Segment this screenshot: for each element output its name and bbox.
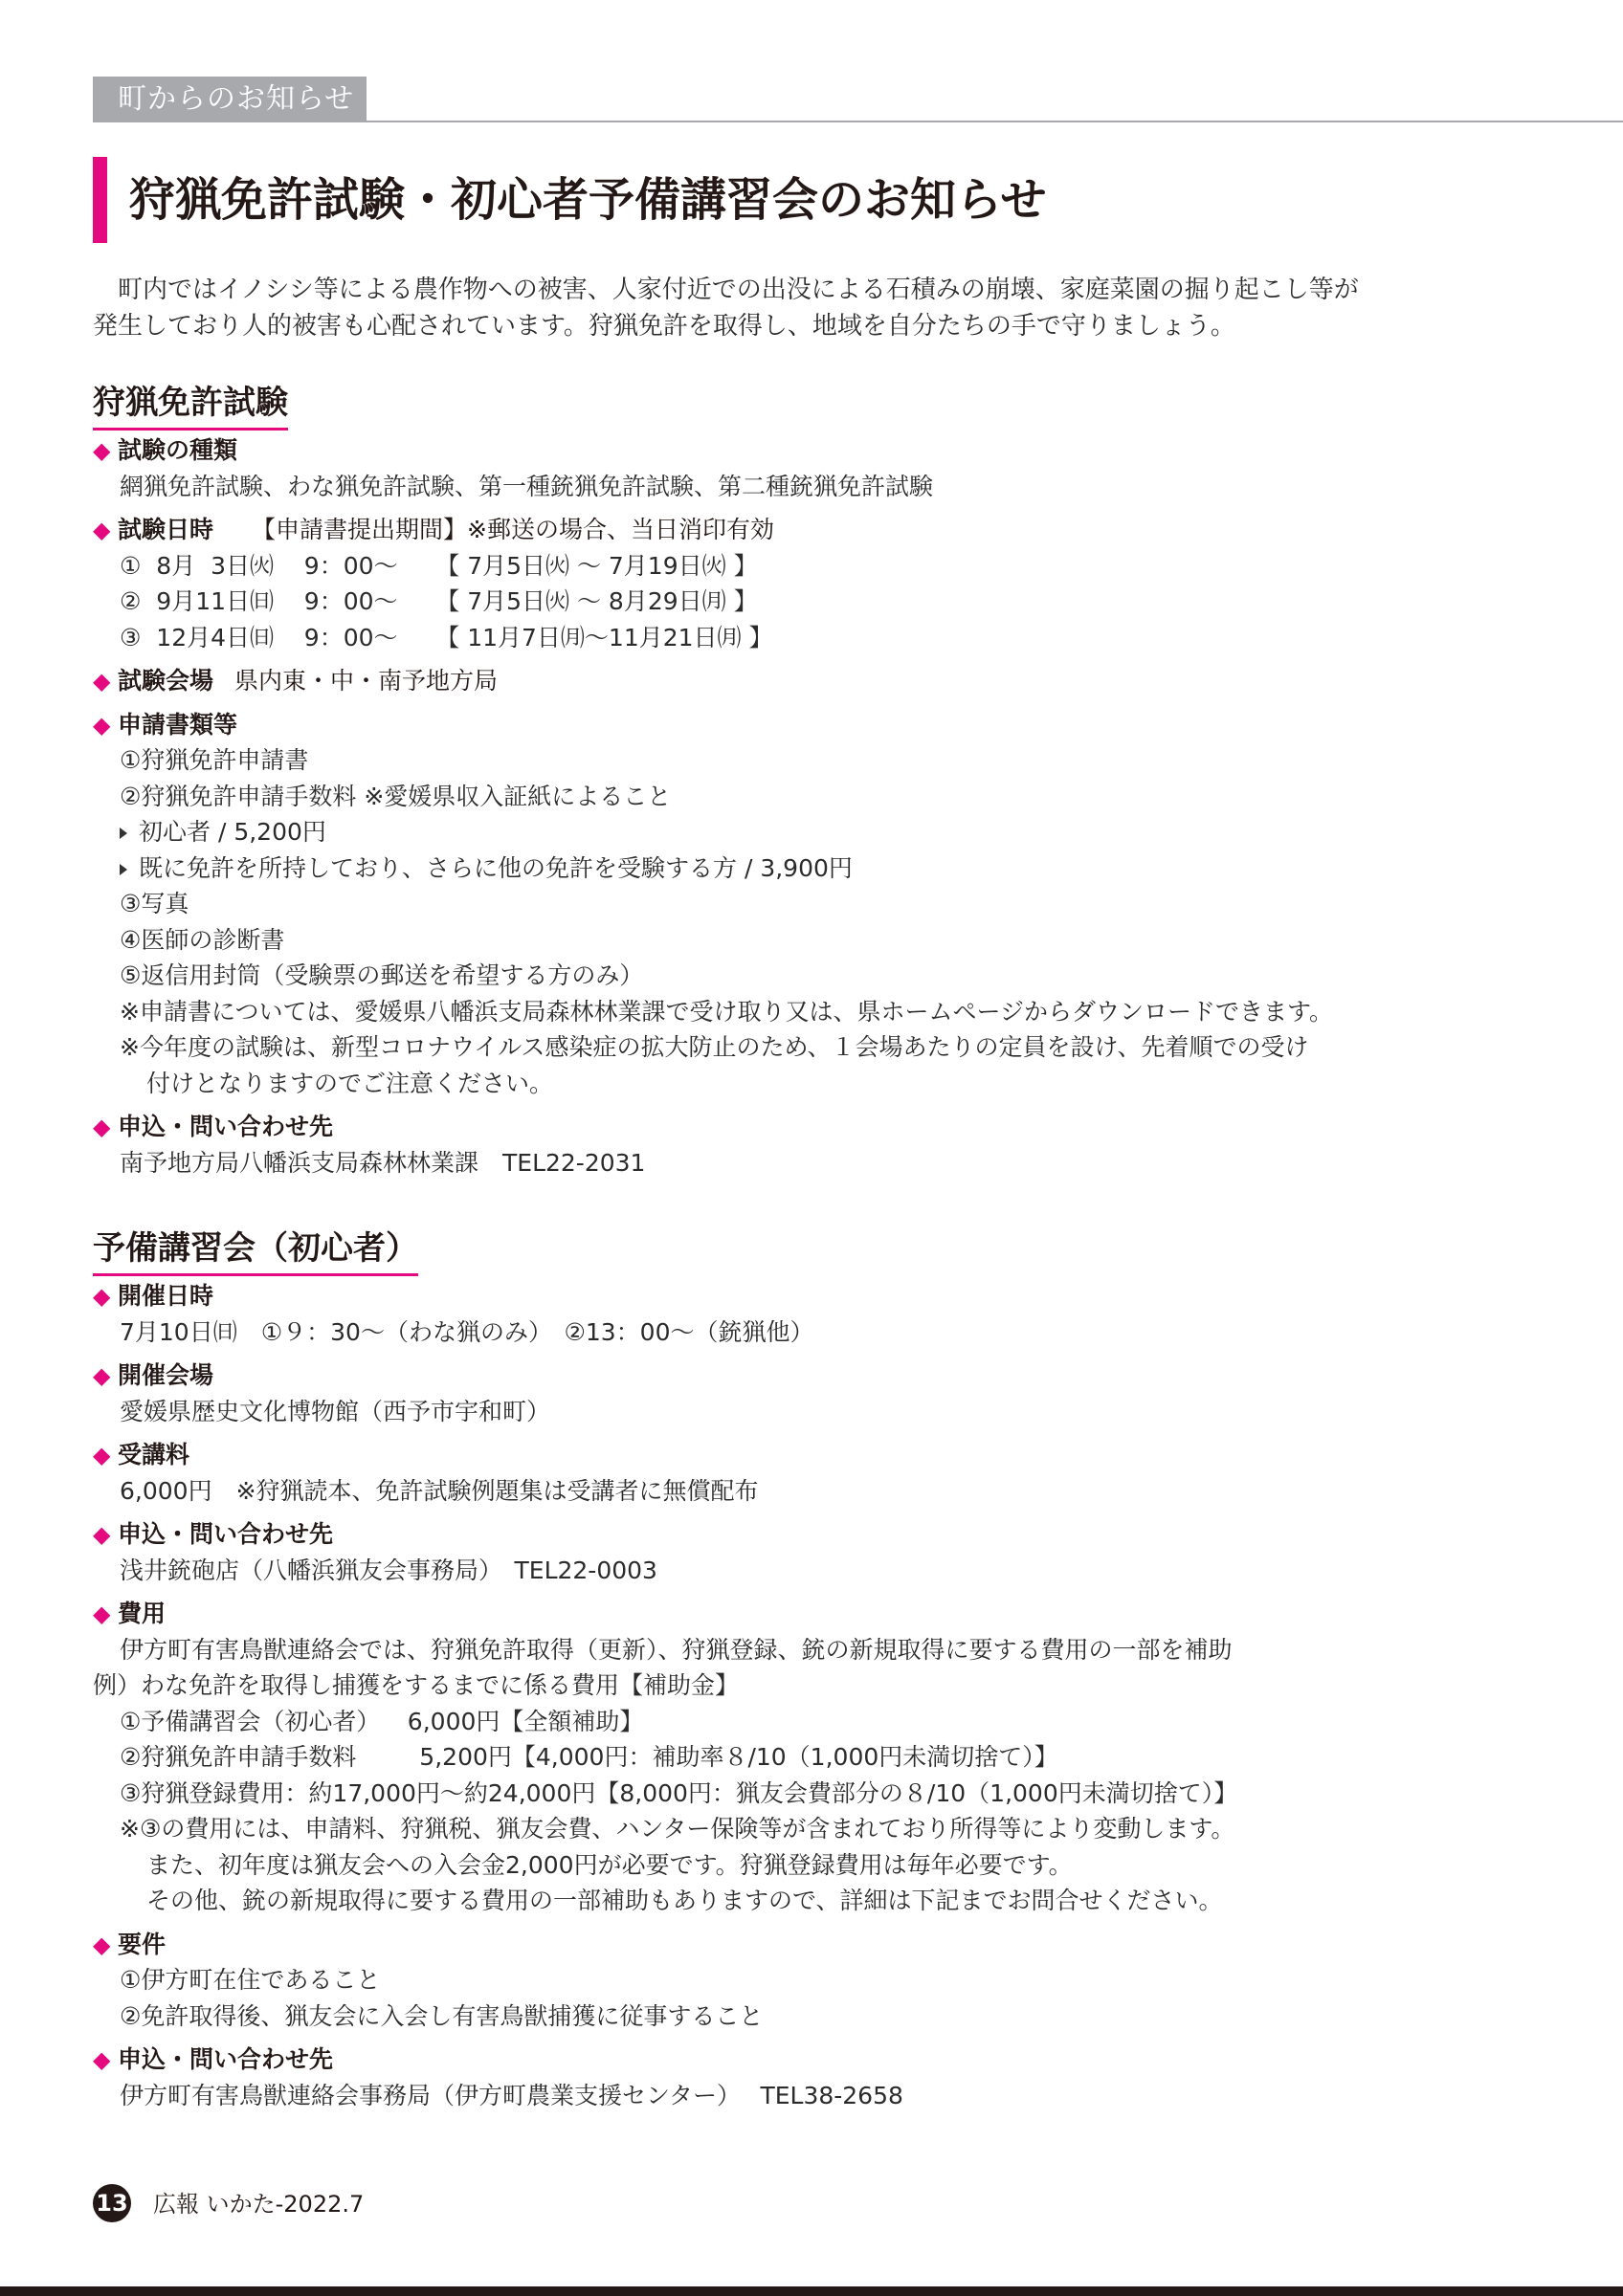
diamond-icon: ◆: [93, 1601, 111, 1627]
contact2-text: 伊方町有害鳥獣連絡会事務局（伊方町農業支援センター） TEL38-2658: [120, 2081, 903, 2109]
requirement-item: ①伊方町在住であること: [120, 1966, 381, 1994]
course-fee-text: 6,000円 ※狩猟読本、免許試験例題集は受講者に無償配布: [120, 1476, 759, 1505]
header-rule: [367, 121, 1623, 122]
diamond-icon: ◆: [93, 668, 111, 695]
exam-details: [93, 432, 1509, 1181]
exam-contact-heading: ◆ 申込・問い合わせ先: [93, 1109, 1509, 1145]
exam-venue-heading: ◆ 試験会場 県内東・中・南予地方局: [93, 663, 1509, 699]
exam-venue-text: 県内東・中・南予地方局: [234, 667, 499, 695]
cost-line: ②狩猟免許申請手数料 5,200円【4,000円：補助率８/10（1,000円未満切捨て）】: [120, 1743, 1058, 1771]
course-contact-heading: ◆ 申込・問い合わせ先: [93, 1516, 1509, 1553]
category-tab: 町からのお知らせ: [93, 77, 367, 122]
course-details: [93, 1278, 1509, 2113]
cost-note: ※③の費用には、申請料、狩猟税、猟友会費、ハンター保険等が含まれており所得等により変動します。: [120, 1815, 1235, 1843]
doc-note: 付けとなりますのでご注意ください。: [146, 1069, 554, 1097]
section-heading-text: 狩猟免許試験: [93, 384, 288, 422]
exam-date-row: ① 8月 3日㈫ 9：00～ 【 7月5日㈫ ～ 7月19日㈫ 】: [120, 551, 758, 580]
course-date-text: 7月10日㈰ ①９：30～（わな猟のみ） ②13：00～（銃猟他）: [120, 1317, 814, 1346]
doc-item: ③写真: [120, 890, 189, 917]
diamond-icon: ◆: [93, 711, 111, 739]
exam-type-text: 網猟免許試験、わな猟免許試験、第一種銃猟免許試験、第二種銃猟免許試験: [120, 472, 934, 500]
diamond-icon: ◆: [93, 1442, 111, 1468]
cost-line: 伊方町有害鳥獣連絡会では、狩猟免許取得（更新）、狩猟登録、銃の新規取得に要する費用の一部を補助: [120, 1635, 1233, 1664]
doc-note: ※申請書については、愛媛県八幡浜支局森林林業課で受け取り又は、県ホームページからダウンロードできます。: [120, 997, 1333, 1026]
cost-note: その他、銃の新規取得に要する費用の一部補助もありますので、詳細は下記までお問合せください。: [146, 1887, 1223, 1914]
intro-paragraph: [93, 272, 1490, 344]
exam-date-row: ② 9月11日㈰ 9：00～ 【 7月5日㈫ ～ 8月29日㈪ 】: [120, 587, 758, 615]
doc-item: ②狩猟免許申請手数料 ※愛媛県収入証紙によること: [120, 782, 672, 810]
exam-docs-heading: ◆ 申請書類等: [93, 707, 1509, 743]
publication-name: 広報 いかた-2022.7: [153, 2191, 365, 2218]
page-title: 狩猟免許試験・初心者予備講習会のお知らせ: [129, 173, 1047, 227]
exam-contact-text: 南予地方局八幡浜支局森林林業課 TEL22-2031: [120, 1148, 646, 1177]
requirements-heading: ◆ 要件: [93, 1927, 1509, 1963]
diamond-icon: ◆: [93, 1114, 111, 1140]
requirement-item: ②免許取得後、猟友会に入会し有害鳥獣捕獲に従事すること: [120, 2001, 764, 2030]
section-underline: [93, 428, 288, 430]
cost-note: また、初年度は猟友会への入会金2,000円が必要です。狩猟登録費用は毎年必要です。: [146, 1850, 1073, 1879]
page-number: 13: [93, 2184, 131, 2222]
course-venue-text: 愛媛県歴史文化博物館（西予市宇和町）: [120, 1397, 551, 1425]
diamond-icon: ◆: [93, 1521, 111, 1548]
doc-item: ①狩猟免許申請書: [120, 746, 309, 774]
title-accent-bar: [93, 157, 107, 243]
diamond-icon: ◆: [93, 1931, 111, 1958]
intro-line: 町内ではイノシシ等による農作物への被害、人家付近での出没による石積みの崩壊、家庭菜園の掘り起こし等が: [118, 276, 1359, 304]
section-heading-exam: [93, 381, 288, 425]
cost-line: ①予備講習会（初心者） 6,000円【全額補助】: [120, 1707, 644, 1735]
section-heading-course: [93, 1226, 418, 1270]
diamond-icon: ◆: [93, 437, 111, 464]
section-heading-text: 予備講習会（初心者）: [93, 1229, 418, 1268]
cost-heading: ◆ 費用: [93, 1596, 1509, 1632]
exam-date-heading: ◆ 試験日時 【申請書提出期間】※郵送の場合、当日消印有効: [93, 512, 1509, 548]
cost-line: 例）わな免許を取得し捕獲をするまでに係る費用【補助金】: [93, 1671, 740, 1699]
course-contact-text: 浅井銃砲店（八幡浜猟友会事務局） TEL22-0003: [120, 1556, 657, 1584]
course-date-heading: ◆ 開催日時: [93, 1278, 1509, 1314]
intro-line: 発生しており人的被害も心配されています。狩猟免許を取得し、地域を自分たちの手で守りましょう。: [93, 312, 1235, 341]
course-fee-heading: ◆ 受講料: [93, 1437, 1509, 1473]
doc-note: ※今年度の試験は、新型コロナウイルス感染症の拡大防止のため、１会場あたりの定員を設け、先着順での受け: [120, 1033, 1309, 1061]
doc-item: ④医師の診断書: [120, 925, 285, 954]
course-venue-heading: ◆ 開催会場: [93, 1358, 1509, 1394]
exam-date-row: ③ 12月4日㈰ 9：00～ 【 11月7日㈪～11月21日㈪ 】: [120, 623, 773, 651]
doc-subitem: 初心者 / 5,200円: [93, 814, 1509, 850]
doc-subitem: 既に免許を所持しており、さらに他の免許を受験する方 / 3,900円: [93, 850, 1509, 887]
exam-date-note: 【申請書提出期間】※郵送の場合、当日消印有効: [252, 516, 774, 543]
exam-type-heading: ◆ 試験の種類: [93, 432, 1509, 469]
contact2-heading: ◆ 申込・問い合わせ先: [93, 2042, 1509, 2078]
diamond-icon: ◆: [93, 517, 111, 543]
diamond-icon: ◆: [93, 1362, 111, 1389]
doc-item: ⑤返信用封筒（受験票の郵送を希望する方のみ）: [120, 961, 644, 989]
cost-line: ③狩猟登録費用：約17,000円～約24,000円【8,000円：猟友会費部分の８/10（1,000円未満切捨て）】: [120, 1778, 1238, 1807]
bottom-rule: [0, 2286, 1623, 2296]
diamond-icon: ◆: [93, 1283, 111, 1310]
diamond-icon: ◆: [93, 2046, 111, 2073]
section-underline: [93, 1273, 418, 1276]
